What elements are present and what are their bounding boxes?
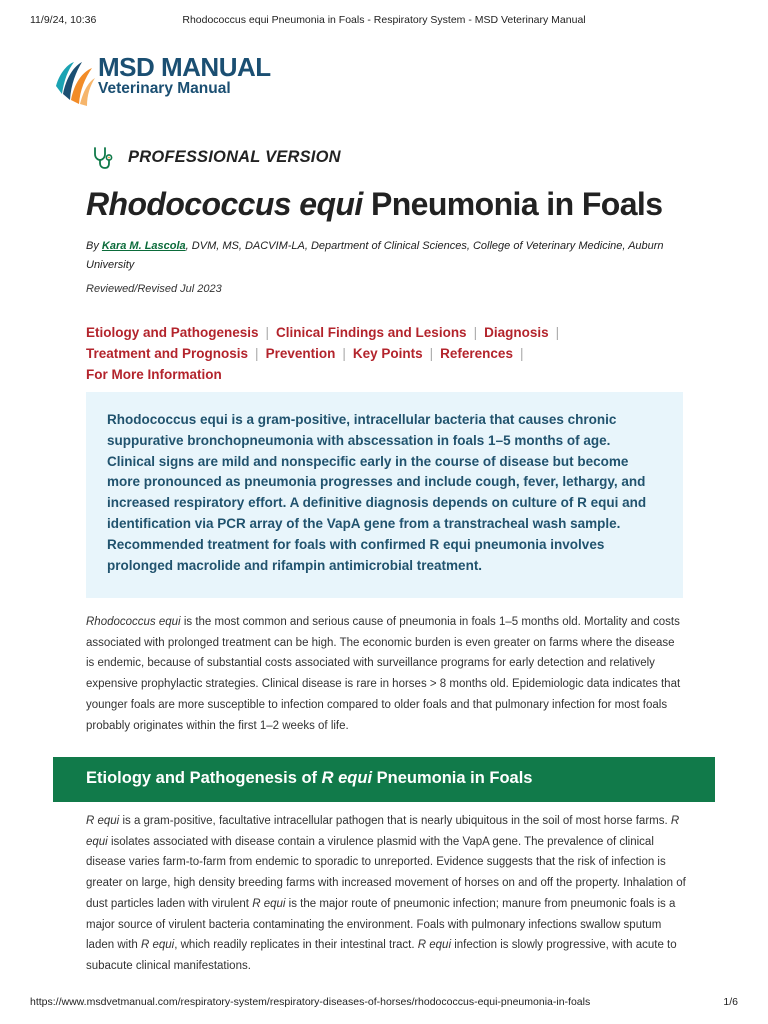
print-footer <box>30 996 738 1010</box>
toc-link-references[interactable]: References <box>440 346 513 361</box>
organism-name: R equi <box>86 815 120 827</box>
page-title <box>86 184 726 224</box>
heading-pre: Etiology and Pathogenesis of <box>86 769 322 787</box>
summary-text: Rhodococcus equi is a gram-positive, intracellular bacteria that causes chronic suppurative bronchopneumonia with abscessation in foals 1–5 months of age. Clinical signs are mild and nonspecific early in the course of disease but become more pronounced as pneumonia progresses and include cough, fever, lethargy, and increased respiratory effort. A definitive diagnosis depends on culture of R equi and identification via PCR array of the VapA gene from a transtracheal wash sample. Recommended treatment for foals with confirmed R equi pneumonia involves prolonged macrolide and rifampin antimicrobial treatment. <box>107 412 647 573</box>
byline-prefix: By <box>86 240 102 252</box>
author-credentials: , DVM, MS, DACVIM-LA, Department of Clinical Sciences, College of Veterinary Medicine, Auburn University <box>86 240 664 271</box>
toc-link-diagnosis[interactable]: Diagnosis <box>484 325 549 340</box>
etiology-text: is the major route of pneumonic infection; manure from pneumonic foals is a major source of virulent bacteria contaminating the environment. Foals with pulmonary infections swallow sputum laden with <box>86 897 676 952</box>
heading-post: Pneumonia in Foals <box>372 769 533 787</box>
toc-separator: | <box>519 346 524 361</box>
section-heading-etiology <box>53 757 715 802</box>
print-page-title: Rhodococcus equi Pneumonia in Foals - Respiratory System - MSD Veterinary Manual <box>182 14 586 26</box>
toc-link-key-points[interactable]: Key Points <box>352 346 423 361</box>
toc-separator: | <box>265 325 270 340</box>
toc-separator: | <box>429 346 434 361</box>
organism-name: R equi <box>417 939 452 952</box>
toc-separator: | <box>473 325 478 340</box>
stethoscope-icon <box>92 146 114 170</box>
title-organism: Rhodococcus equi <box>86 186 363 222</box>
etiology-text: is a gram-positive, facultative intracellular pathogen that is nearly ubiquitous in the soil of most horse farms. <box>119 815 671 827</box>
toc-separator: | <box>555 325 560 340</box>
msd-logo-icon <box>52 50 96 106</box>
etiology-paragraph <box>86 811 686 977</box>
toc-link-clinical-findings[interactable]: Clinical Findings and Lesions <box>276 325 467 340</box>
etiology-text: , which readily replicates in their intestinal tract. <box>174 939 418 952</box>
toc-link-more-information[interactable]: For More Information <box>86 367 222 382</box>
author-link[interactable]: Kara M. Lascola <box>101 240 186 252</box>
intro-organism: Rhodococcus equi <box>86 616 181 628</box>
organism-name: R equi <box>252 897 286 910</box>
toc-separator: | <box>255 346 259 361</box>
logo-subtitle: Veterinary Manual <box>98 80 231 97</box>
intro-paragraph <box>86 612 686 736</box>
etiology-text: isolates associated with disease contain a virulence plasmid with the VapA gene. The prevalence of clinical disease varies farm-to-farm from endemic to sporadic to unreported. Evidence suggests that the risk of infection is greater on large, high density breeding farms with increased movement of horses on and off the property. Inhalation of dust particles laden with virulent <box>86 835 686 910</box>
version-label: PROFESSIONAL VERSION <box>128 148 341 166</box>
organism-name: R equi <box>86 815 680 848</box>
byline <box>86 237 686 275</box>
toc-link-prevention[interactable]: Prevention <box>265 346 336 361</box>
section-navigation <box>86 322 646 385</box>
print-datetime: 11/9/24, 10:36 <box>30 14 97 26</box>
organism-name: R equi <box>140 939 175 952</box>
logo-name: MSD MANUAL <box>98 52 271 82</box>
msd-manual-logo[interactable] <box>52 50 312 110</box>
page-number: 1/6 <box>723 996 738 1008</box>
toc-separator: | <box>342 346 346 361</box>
reviewed-date: Reviewed/Revised Jul 2023 <box>86 283 222 295</box>
summary-box <box>86 392 683 598</box>
print-header <box>30 14 738 28</box>
etiology-text: infection is slowly progressive, with acute to subacute clinical manifestations. <box>86 939 677 972</box>
print-url: https://www.msdvetmanual.com/respiratory-system/respiratory-diseases-of-horses/rhodococcus-equi-pneumonia-in-foals <box>30 996 591 1008</box>
title-rest: Pneumonia in Foals <box>362 186 663 222</box>
toc-link-treatment[interactable]: Treatment and Prognosis <box>86 346 249 361</box>
toc-link-etiology[interactable]: Etiology and Pathogenesis <box>86 325 259 340</box>
heading-organism: R equi <box>321 769 373 787</box>
intro-text: is the most common and serious cause of pneumonia in foals 1–5 months old. Mortality and costs associated with prolonged treatment can be high. The economic burden is even greater on farms where the disease is endemic, because of substantial costs associated with surveillance programs for early detection and relatively expensive prophylactic strategies. Clinical disease is rare in horses > 8 months old. Epidemiologic data indicates that younger foals are more susceptible to infection compared to older foals and that pulmonary infection for most foals probably originates within the first 1–2 weeks of life. <box>86 616 681 732</box>
